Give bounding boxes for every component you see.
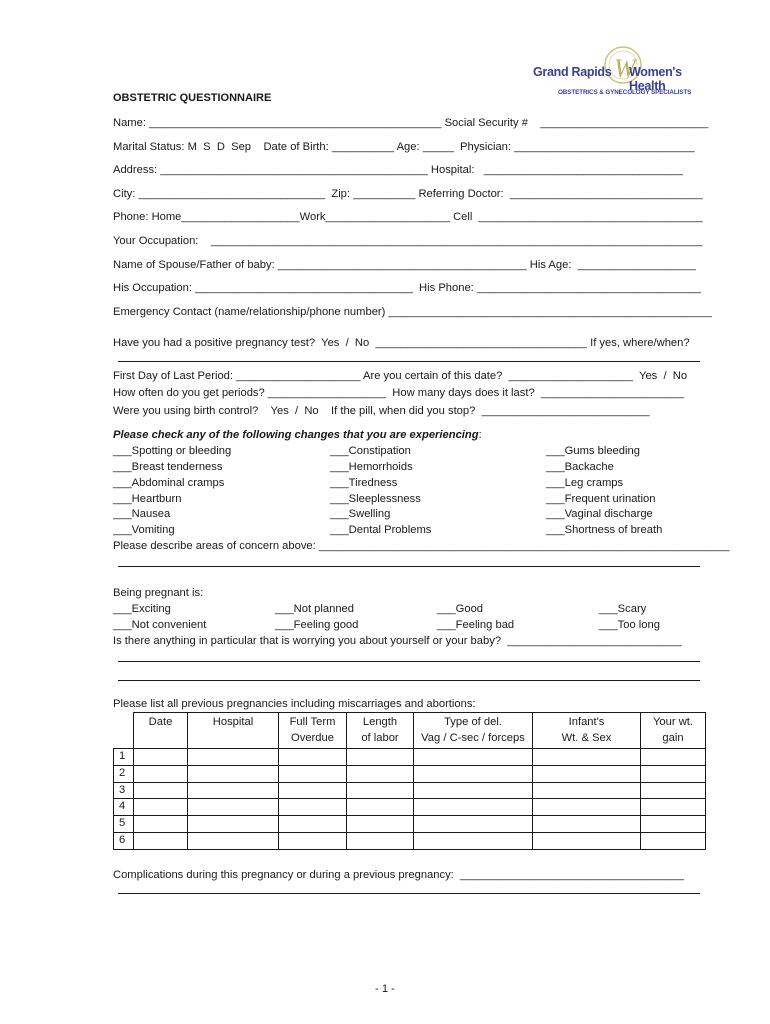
table-header-cell: Length of labor [347, 713, 414, 749]
answer-line[interactable] [118, 566, 700, 567]
table-cell[interactable] [414, 816, 533, 833]
symptom-option[interactable]: ___Abdominal cramps [113, 477, 225, 489]
symptom-option[interactable]: ___Vomiting [113, 524, 175, 536]
table-cell[interactable] [641, 816, 706, 833]
table-cell[interactable] [188, 799, 279, 816]
table-cell[interactable] [414, 749, 533, 766]
table-header-cell [114, 713, 134, 749]
complications-field[interactable]: Complications during this pregnancy or during a previous pregnancy: ____________________________________ [113, 869, 684, 881]
table-cell[interactable] [134, 782, 188, 799]
answer-line[interactable] [118, 680, 700, 681]
feeling-option[interactable]: ___Not planned [275, 603, 355, 615]
table-cell[interactable] [641, 782, 706, 799]
answer-line[interactable] [118, 893, 700, 894]
his-occupation-field[interactable]: His Occupation: ___________________________________ His Phone: ____________________________________ [113, 282, 701, 294]
name-field[interactable]: Name: _______________________________________________ Social Security # ___________________________ [113, 117, 709, 129]
table-cell[interactable] [188, 765, 279, 782]
table-cell[interactable] [279, 749, 347, 766]
row-number: 6 [114, 832, 134, 849]
table-cell[interactable] [347, 765, 414, 782]
table-cell[interactable] [533, 782, 641, 799]
symptom-option[interactable]: ___Constipation [330, 445, 411, 457]
table-cell[interactable] [641, 765, 706, 782]
table-cell[interactable] [533, 799, 641, 816]
table-cell[interactable] [134, 832, 188, 849]
table-cell[interactable] [533, 832, 641, 849]
table-cell[interactable] [347, 799, 414, 816]
symptom-option[interactable]: ___Backache [546, 461, 614, 473]
symptom-option[interactable]: ___Tiredness [330, 477, 398, 489]
logo-right-text: Women's Health [629, 65, 682, 93]
table-cell[interactable] [414, 782, 533, 799]
pregnancies-table [113, 712, 706, 850]
address-field[interactable]: Address: ___________________________________________ Hospital: ________________________________ [113, 164, 683, 176]
table-cell[interactable] [188, 749, 279, 766]
table-header-cell: Your wt. gain [641, 713, 706, 749]
table-cell[interactable] [279, 816, 347, 833]
symptom-option[interactable]: ___Breast tenderness [113, 461, 223, 473]
symptom-option[interactable]: ___Shortness of breath [546, 524, 663, 536]
worry-field[interactable]: Is there anything in particular that is worrying you about yourself or your baby? ____________________________ [113, 635, 682, 647]
pregnancy-test-field[interactable]: Have you had a positive pregnancy test? Yes / No __________________________________ If yes, where/when? [113, 337, 690, 349]
symptom-option[interactable]: ___Spotting or bleeding [113, 445, 232, 457]
row-number: 2 [114, 765, 134, 782]
table-cell[interactable] [347, 749, 414, 766]
symptoms-heading: Please check any of the following changes that you are experiencing: [113, 429, 482, 441]
symptom-option[interactable]: ___Frequent urination [546, 493, 656, 505]
symptom-option[interactable]: ___Nausea [113, 508, 171, 520]
pregnancies-label: Please list all previous pregnancies including miscarriages and abortions: [113, 698, 476, 710]
table-header-cell: Infant's Wt. & Sex [533, 713, 641, 749]
table-row [114, 816, 706, 833]
feeling-option[interactable]: ___Exciting [113, 603, 171, 615]
feeling-option[interactable]: ___Feeling bad [437, 619, 515, 631]
table-cell[interactable] [188, 816, 279, 833]
table-cell[interactable] [279, 782, 347, 799]
table-header-cell: Type of del. Vag / C-sec / forceps [414, 713, 533, 749]
birth-control-field[interactable]: Were you using birth control? Yes / No If the pill, when did you stop? ___________________________ [113, 405, 650, 417]
symptom-option[interactable]: ___Hemorrhoids [330, 461, 413, 473]
table-row [114, 782, 706, 799]
logo-left-text: Grand Rapids [533, 65, 612, 79]
symptom-option[interactable]: ___Heartburn [113, 493, 182, 505]
spouse-field[interactable]: Name of Spouse/Father of baby: ________________________________________ His Age: ___________________ [113, 259, 696, 271]
city-field[interactable]: City: ______________________________ Zip: __________ Referring Doctor: _______________________________ [113, 188, 703, 200]
table-cell[interactable] [533, 816, 641, 833]
table-cell[interactable] [414, 799, 533, 816]
row-number: 1 [114, 749, 134, 766]
table-cell[interactable] [533, 765, 641, 782]
table-cell[interactable] [533, 749, 641, 766]
practice-logo [530, 40, 715, 100]
table-cell[interactable] [188, 782, 279, 799]
phone-field[interactable]: Phone: Home___________________Work____________________ Cell ____________________________________ [113, 211, 703, 223]
table-cell[interactable] [134, 799, 188, 816]
table-row [114, 832, 706, 849]
table-cell[interactable] [279, 799, 347, 816]
symptom-option[interactable]: ___Dental Problems [330, 524, 432, 536]
row-number: 5 [114, 816, 134, 833]
table-row [114, 799, 706, 816]
table-header-cell: Hospital [188, 713, 279, 749]
row-number: 4 [114, 799, 134, 816]
occupation-field[interactable]: Your Occupation: _______________________________________________________________________________ [113, 235, 703, 247]
table-cell[interactable] [641, 799, 706, 816]
logo-subtitle: OBSTETRICS & GYNECOLOGY SPECIALISTS [558, 89, 692, 96]
table-cell[interactable] [641, 832, 706, 849]
marital-status-field[interactable]: Marital Status: M S D Sep Date of Birth: __________ Age: _____ Physician: _____________________________ [113, 141, 695, 153]
table-cell[interactable] [414, 765, 533, 782]
symptom-option[interactable]: ___Swelling [330, 508, 391, 520]
logo-mark-letter: W [614, 54, 636, 83]
table-header-row [114, 713, 706, 749]
table-cell[interactable] [414, 832, 533, 849]
table-cell[interactable] [279, 765, 347, 782]
table-cell[interactable] [347, 816, 414, 833]
answer-line[interactable] [118, 661, 700, 662]
answer-line[interactable] [118, 361, 700, 362]
table-cell[interactable] [641, 749, 706, 766]
feeling-option[interactable]: ___Feeling good [275, 619, 359, 631]
table-row [114, 749, 706, 766]
page-number: - 1 - [375, 983, 395, 995]
period-frequency-field[interactable]: How often do you get periods? ___________________ How many days does it last? _______________________ [113, 387, 685, 399]
feeling-option[interactable]: ___Good [437, 603, 484, 615]
row-number: 3 [114, 782, 134, 799]
feeling-option[interactable]: ___Scary [599, 603, 647, 615]
table-cell[interactable] [347, 782, 414, 799]
table-row [114, 765, 706, 782]
table-cell[interactable] [279, 832, 347, 849]
table-header-cell: Full Term Overdue [279, 713, 347, 749]
symptom-option[interactable]: ___Sleeplessness [330, 493, 421, 505]
table-cell[interactable] [134, 765, 188, 782]
table-header-cell: Date [134, 713, 188, 749]
concern-field[interactable]: Please describe areas of concern above: __________________________________________________________________ [113, 540, 730, 552]
symptom-option[interactable]: ___Vaginal discharge [546, 508, 653, 520]
symptom-option[interactable]: ___Gums bleeding [546, 445, 640, 457]
feelings-label: Being pregnant is: [113, 587, 204, 599]
table-cell[interactable] [347, 832, 414, 849]
emergency-contact-field[interactable]: Emergency Contact (name/relationship/phone number) ____________________________________________________ [113, 306, 713, 318]
form-title: OBSTETRIC QUESTIONNAIRE [113, 92, 272, 104]
last-period-field[interactable]: First Day of Last Period: ____________________ Are you certain of this date? ____________________ Yes / No [113, 370, 688, 382]
feeling-option[interactable]: ___Not convenient [113, 619, 207, 631]
symptom-option[interactable]: ___Leg cramps [546, 477, 624, 489]
feeling-option[interactable]: ___Too long [599, 619, 660, 631]
table-cell[interactable] [188, 832, 279, 849]
table-cell[interactable] [134, 749, 188, 766]
table-cell[interactable] [134, 816, 188, 833]
